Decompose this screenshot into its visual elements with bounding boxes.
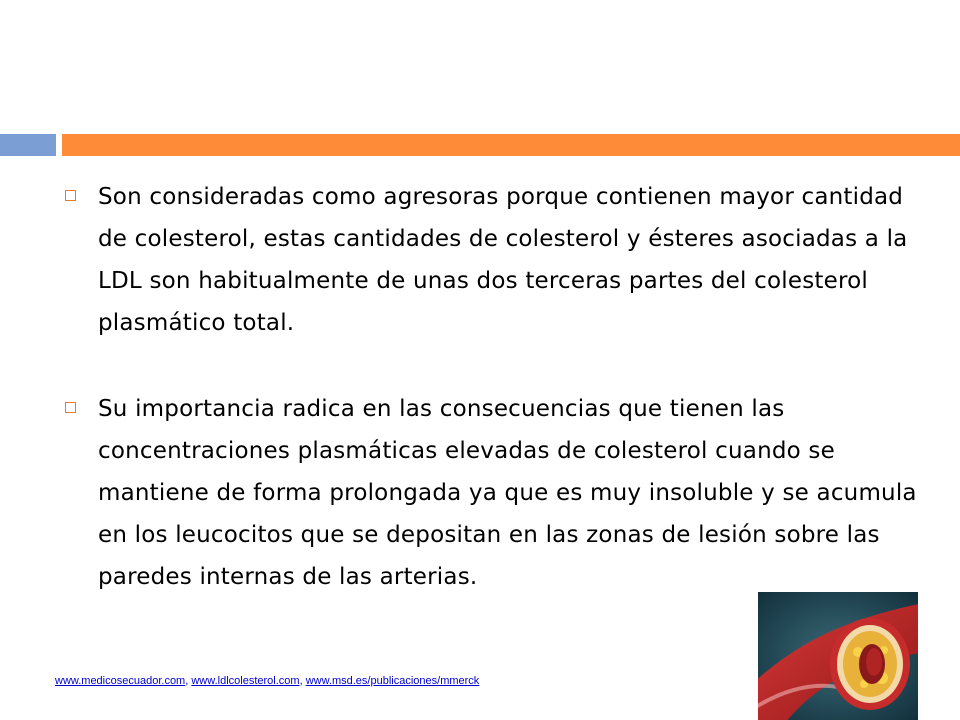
header-bar-orange bbox=[62, 134, 960, 156]
artery-illustration-svg bbox=[758, 592, 918, 720]
link-medicosecuador[interactable]: www.medicosecuador.com bbox=[55, 675, 186, 687]
square-bullet-icon bbox=[65, 402, 76, 413]
slide-content bbox=[60, 176, 920, 598]
artery-illustration bbox=[758, 592, 918, 720]
link-ldlcolesterol[interactable]: www.ldlcolesterol.com bbox=[191, 675, 300, 687]
bullet-item bbox=[60, 388, 920, 598]
source-links bbox=[55, 675, 479, 687]
bullet-item bbox=[60, 176, 920, 344]
square-bullet-icon bbox=[65, 190, 76, 201]
link-separator: , bbox=[299, 675, 306, 687]
header-bar-blue bbox=[0, 134, 56, 156]
bullet-text: Son consideradas como agresoras porque contienen mayor cantidad de colesterol, estas cantidades de colesterol y ésteres asociadas a la LDL son habitualmente de unas dos terceras partes del colesterol plasmático total. bbox=[98, 184, 908, 336]
link-separator: , bbox=[185, 675, 192, 687]
link-msd[interactable]: www.msd.es/publicaciones/mmerck bbox=[305, 675, 480, 687]
bullet-text: Su importancia radica en las consecuencias que tienen las concentraciones plasmáticas elevadas de colesterol cuando se mantiene de forma prolongada ya que es muy insoluble y se acumula en los leucocitos que se depositan en las zonas de lesión sobre las paredes internas de las arterias. bbox=[98, 396, 917, 590]
